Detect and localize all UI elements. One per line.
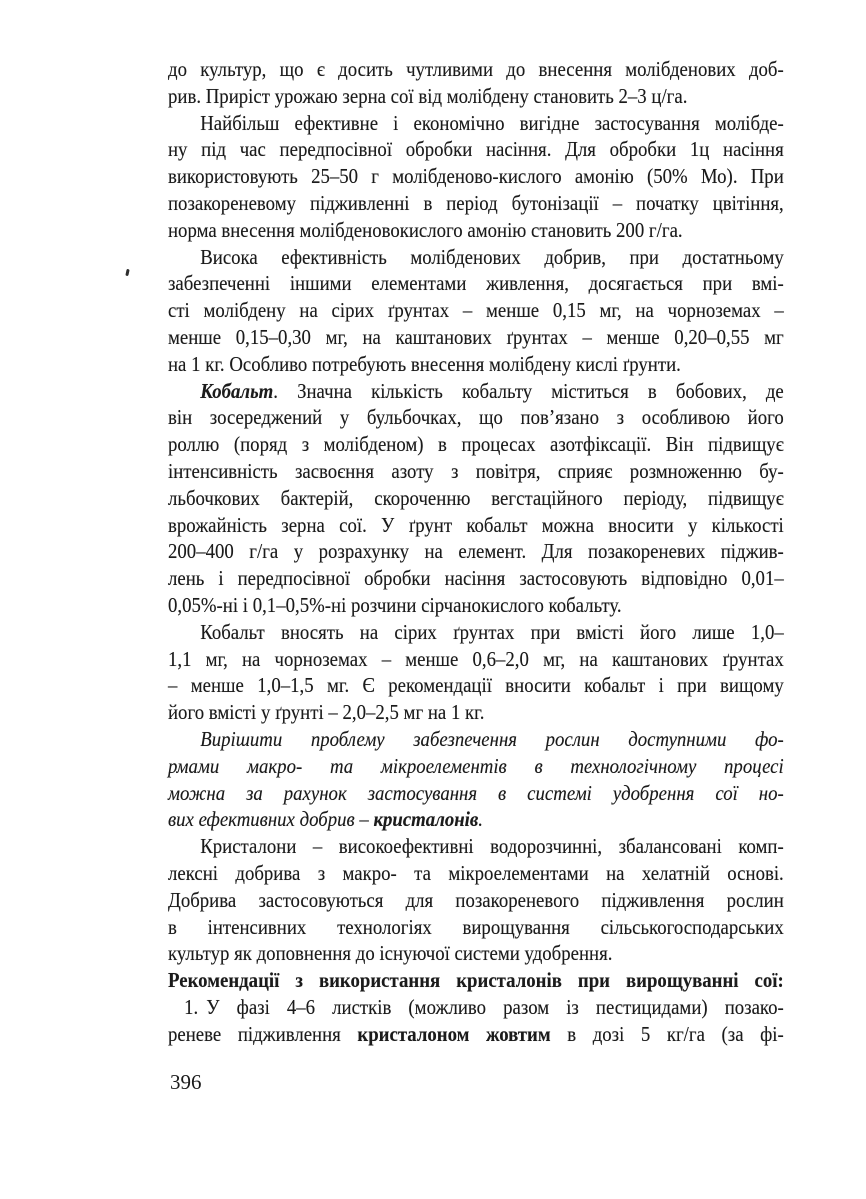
- text-line: роллю (поряд з молібденом) в процесах азотфіксації. Він підвищує: [168, 432, 784, 457]
- text-line: він зосереджений у бульбочках, що пов’язано з особливою його: [168, 405, 784, 430]
- text-block: [168, 56, 784, 1047]
- text-segment: У фазі 4–6 листків (можливо разом із пестицидами) позако-: [206, 994, 784, 1019]
- text-line: Найбільш ефективне і економічно вигідне застосування молібде-: [200, 110, 784, 135]
- text-line: лень і передпосівної обробки насіння застосовують відповідно 0,01–: [168, 566, 784, 591]
- list-item-1: [168, 994, 784, 1021]
- text-line-italic: Вирішити проблему забезпечення рослин доступними фо-: [200, 726, 784, 751]
- text-line: норма внесення молібденовокислого амонію становить 200 г/га.: [168, 217, 683, 242]
- text-segment: вих ефективних добрив –: [168, 807, 374, 832]
- text-line-italic: можна за рахунок застосування в системі удобрення сої но-: [168, 780, 784, 805]
- text-line: 200–400 г/га у розрахунку на елемент. Для позакореневих піджив-: [168, 539, 784, 564]
- text-line: льбочкових бактерій, скороченню вегстаційного періоду, підвищує: [168, 485, 784, 510]
- text-line: [168, 1021, 784, 1048]
- text-line: в інтенсивних технологіях вирощування сільськогосподарських: [168, 914, 784, 939]
- text-line: Висока ефективність молібденових добрив, при достатньому: [200, 244, 784, 269]
- text-line: Кобальт вносять на сірих ґрунтах при вмісті його лише 1,0–: [200, 619, 784, 644]
- text-segment: .: [478, 807, 483, 832]
- text-line: лексні добрива з макро- та мікроелементами на хелатній основі.: [168, 860, 784, 885]
- text-line: Добрива застосовуються для позакореневого підживлення рослин: [168, 887, 784, 912]
- text-line: [168, 378, 784, 405]
- text-line: 1,1 мг, на чорноземах – менше 0,6–2,0 мг, на каштанових ґрунтах: [168, 646, 784, 671]
- list-number: 1.: [184, 994, 199, 1019]
- text-line: до культур, що є досить чутливими до внесення молібденових доб-: [168, 57, 784, 81]
- text-segment: . Значна кількість кобальту міститься в бобових, де: [273, 378, 784, 403]
- page-number: 396: [170, 1070, 202, 1094]
- text-line: 0,05%-ні і 0,1–0,5%-ні розчини сірчанокислого кобальту.: [168, 592, 622, 617]
- text-segment: в дозі 5 кг/га (за фі-: [550, 1021, 784, 1046]
- text-line: використовують 25–50 г молібденово-кислого амонію (50% Мо). При: [168, 164, 784, 189]
- text-line: інтенсивність засвоєння азоту з повітря, сприяє розмноженню бу-: [168, 458, 784, 483]
- text-line: на 1 кг. Особливо потребують внесення молібдену кислі ґрунти.: [168, 351, 681, 376]
- text-line: менше 0,15–0,30 мг, на каштанових ґрунтах – менше 0,20–0,55 мг: [168, 324, 784, 349]
- text-line: рив. Приріст урожаю зерна сої від молібдену становить 2–3 ц/га.: [168, 83, 688, 108]
- term-kristalony: кристалонів: [373, 807, 479, 832]
- term-cobalt-heading: Кобальт: [200, 378, 274, 403]
- text-line: його вмісті у ґрунті – 2,0–2,5 мг на 1 кг.: [168, 700, 485, 725]
- text-line: – менше 1,0–1,5 мг. Є рекомендації вносити кобальт і при вищому: [168, 673, 784, 698]
- text-segment: реневе підживлення: [168, 1021, 358, 1046]
- text-line: ну під час передпосівної обробки насіння. Для обробки 1ц насіння: [168, 137, 784, 162]
- scan-speck: [125, 269, 129, 276]
- text-line: сті молібдену на сірих ґрунтах – менше 0,15 мг, на чорноземах –: [168, 298, 784, 323]
- term-kristalon-yellow: кристалоном жовтим: [357, 1021, 551, 1046]
- text-line: позакореневому підживленні в період бутонізації – початку цвітіння,: [168, 190, 784, 215]
- text-line: культур як доповнення до існуючої системи удобрення.: [168, 941, 613, 966]
- text-line: врожайність зерна сої. У ґрунт кобальт можна вносити у кількості: [168, 512, 784, 537]
- text-line: забезпеченні іншими елементами живлення, досягається при вмі-: [168, 271, 784, 296]
- recommendations-heading: Рекомендації з використання кристалонів при вирощуванні сої:: [168, 968, 784, 993]
- text-line: Кристалони – високоефективні водорозчинні, збалансовані комп-: [200, 834, 784, 859]
- text-line-italic: рмами макро- та мікроелементів в технологічному процесі: [168, 753, 784, 778]
- text-line-italic: [168, 806, 784, 833]
